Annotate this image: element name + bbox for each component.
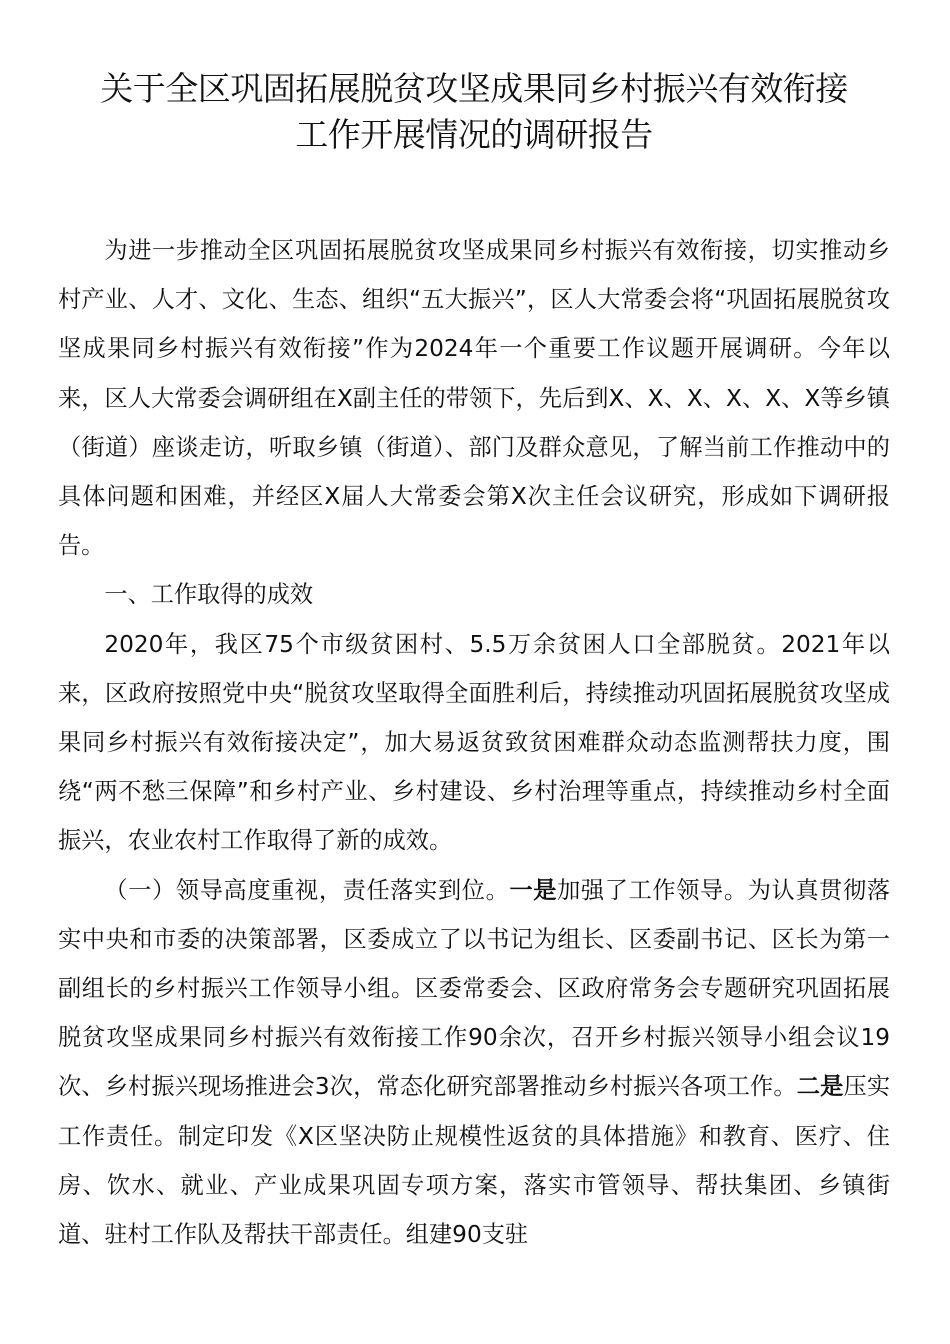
point-one-marker: 一是 <box>509 876 558 904</box>
subsection-lead: （一）领导高度重视，责任落实到位。 <box>104 876 510 904</box>
document-title <box>58 66 890 158</box>
point-two-text: 压实工作责任。制定印发《X区坚决防止规模性返贫的具体措施》和教育、医疗、住房、饮水、就业、产业成果巩固专项方案，落实市管领导、帮扶集团、乡镇街道、驻村工作队及帮扶干部责任。组建90支驻 <box>58 1073 891 1249</box>
achievement-paragraph: 2020年，我区75个市级贫困村、5.5万余贫困人口全部脱贫。2021年以来，区政府按照党中央“脱贫攻坚取得全面胜利后，持续推动巩固拓展脱贫攻坚成果同乡村振兴有效衔接决定”，加大易返贫致贫困难群众动态监测帮扶力度，围绕“两不愁三保障”和乡村产业、乡村建设、乡村治理等重点，持续推动乡村全面振兴，农业农村工作取得了新的成效。 <box>58 630 890 855</box>
point-two-marker: 二是 <box>796 1073 844 1101</box>
title-line-2: 工作开展情况的调研报告 <box>295 115 653 154</box>
title-line-1: 关于全区巩固拓展脱贫攻坚成果同乡村振兴有效衔接 <box>100 69 848 108</box>
section-heading-1: 一、工作取得的成效 <box>104 581 314 609</box>
document-body <box>58 226 890 1259</box>
point-one-text: 加强了工作领导。为认真贯彻落实中央和市委的决策部署，区委成立了以书记为组长、区委副书记、区长为第一副组长的乡村振兴工作领导小组。区委常委会、区政府常务会专题研究巩固拓展脱贫攻坚成果同乡村振兴有效衔接工作90余次，召开乡村振兴领导小组会议19次、乡村振兴现场推进会3次，常态化研究部署推动乡村振兴各项工作。 <box>58 876 891 1101</box>
leadership-paragraph <box>58 866 890 1260</box>
intro-paragraph: 为进一步推动全区巩固拓展脱贫攻坚成果同乡村振兴有效衔接，切实推动乡村产业、人才、文化、生态、组织“五大振兴”，区人大常委会将“巩固拓展脱贫攻坚成果同乡村振兴有效衔接”作为2024年一个重要工作议题开展调研。今年以来，区人大常委会调研组在X副主任的带领下，先后到X、X、X、X、X、X等乡镇（街道）座谈走访，听取乡镇（街道）、部门及群众意见，了解当前工作推动中的具体问题和困难，并经区X届人大常委会第X次主任会议研究，形成如下调研报告。 <box>58 237 890 560</box>
